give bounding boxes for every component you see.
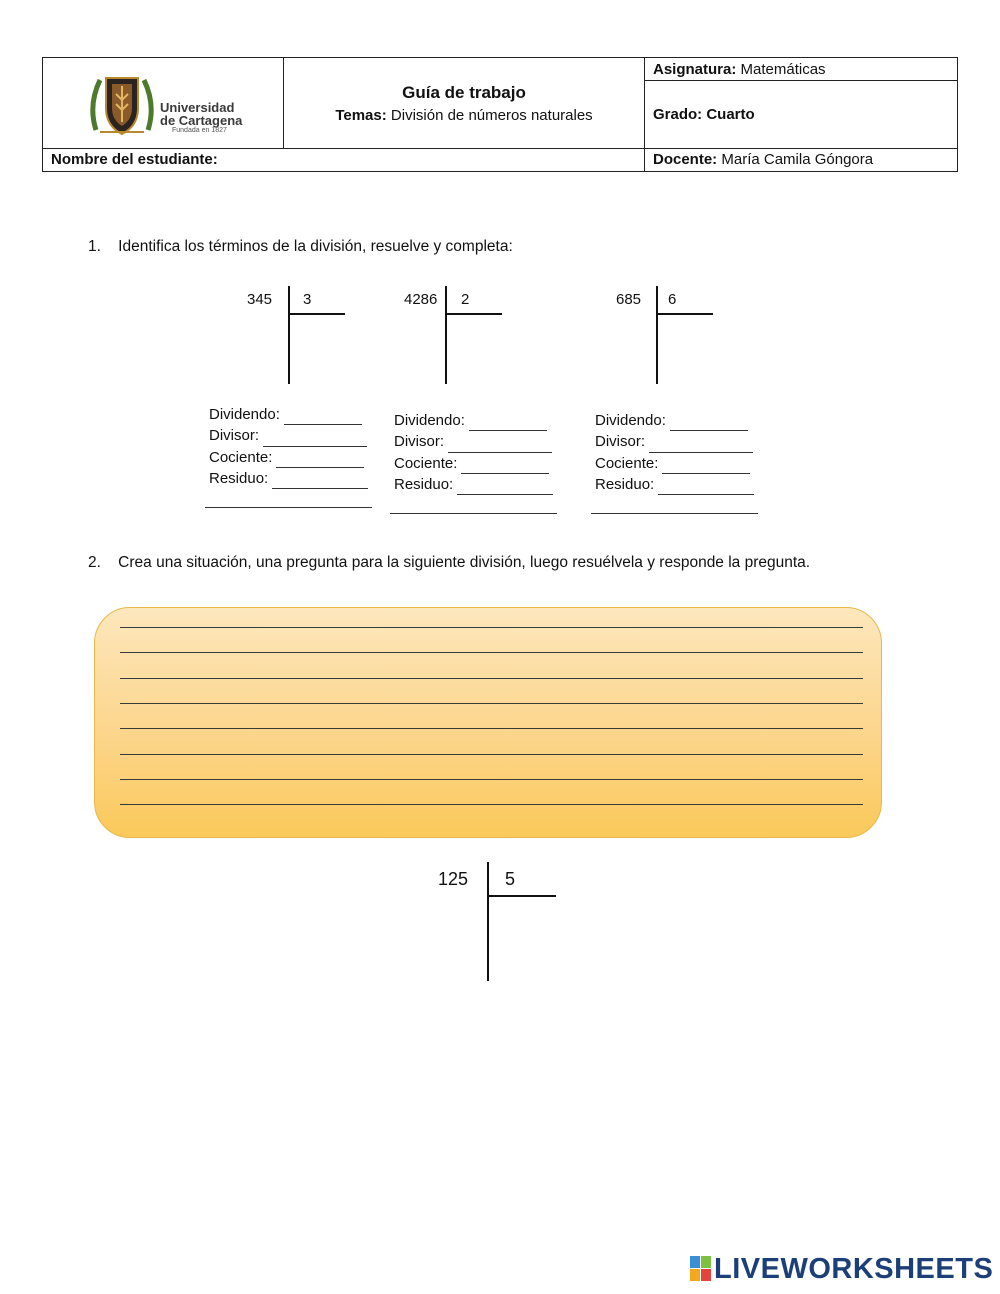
guide-title: Guía de trabajo [402,83,526,102]
division-4-bracket [487,895,556,897]
university-founded: Fundada en 1827 [172,127,227,134]
terms-block-3: Dividendo: Divisor: Cociente: Residuo: [595,410,754,495]
division-1-bracket [288,286,290,384]
division-2-divisor: 2 [461,291,470,308]
answer-line[interactable] [120,627,863,628]
terms-block-1: Dividendo: Divisor: Cociente: Residuo: [209,404,368,489]
terms-underline-3 [591,513,758,514]
terms-block-2: Dividendo: Divisor: Cociente: Residuo: [394,410,553,495]
teacher-cell: Docente: María Camila Góngora [653,151,874,168]
terms-underline-2 [390,513,557,514]
division-4-dividend: 125 [438,869,469,889]
university-name: Universidad de Cartagena [160,100,243,128]
division-1-bracket [288,313,345,315]
division-3-bracket [656,313,713,315]
quotient-blank-1[interactable] [276,453,364,468]
header-divider [644,57,645,172]
divisor-blank-3[interactable] [649,438,753,453]
remainder-blank-1[interactable] [272,474,368,489]
answer-line[interactable] [120,678,863,679]
liveworksheets-brand [690,1252,993,1286]
answer-line[interactable] [120,728,863,729]
subject-cell: Asignatura: Matemáticas [653,61,826,78]
remainder-blank-3[interactable] [658,480,754,495]
header-divider [644,80,958,81]
header-divider [283,57,284,149]
terms-underline-1 [205,507,372,508]
division-1-dividend: 345 [247,291,273,308]
division-4-divisor: 5 [505,869,516,889]
header-divider [42,148,958,149]
division-2-bracket [445,313,502,315]
grade-cell: Grado: Cuarto [653,106,755,123]
answer-line[interactable] [120,779,863,780]
answer-line[interactable] [120,652,863,653]
division-2-dividend: 4286 [404,291,438,308]
division-1-divisor: 3 [303,291,312,308]
division-4-bracket [487,862,489,981]
division-3-bracket [656,286,658,384]
dividend-blank-2[interactable] [469,416,547,431]
answer-line[interactable] [120,804,863,805]
university-crest-icon [86,70,158,140]
remainder-blank-2[interactable] [457,480,553,495]
division-3-divisor: 6 [668,291,677,308]
divisor-blank-2[interactable] [448,438,552,453]
question-2: 2. Crea una situación, una pregunta para la siguiente división, luego resuélvela y responde la pregunta. [88,554,811,571]
divisor-blank-1[interactable] [263,432,367,447]
student-name-label: Nombre del estudiante: [51,151,218,168]
question-1: 1. Identifica los términos de la división, resuelve y completa: [88,238,513,255]
division-3-dividend: 685 [616,291,642,308]
answer-line[interactable] [120,754,863,755]
dividend-blank-3[interactable] [670,416,748,431]
answer-line[interactable] [120,703,863,704]
division-2-bracket [445,286,447,384]
quotient-blank-3[interactable] [662,459,750,474]
dividend-blank-1[interactable] [284,410,362,425]
liveworksheets-text: LIVEWORKSHEETS [714,1252,994,1285]
liveworksheets-logo-icon [690,1256,712,1282]
quotient-blank-2[interactable] [461,459,549,474]
guide-topics: Temas: División de números naturales [335,107,593,124]
